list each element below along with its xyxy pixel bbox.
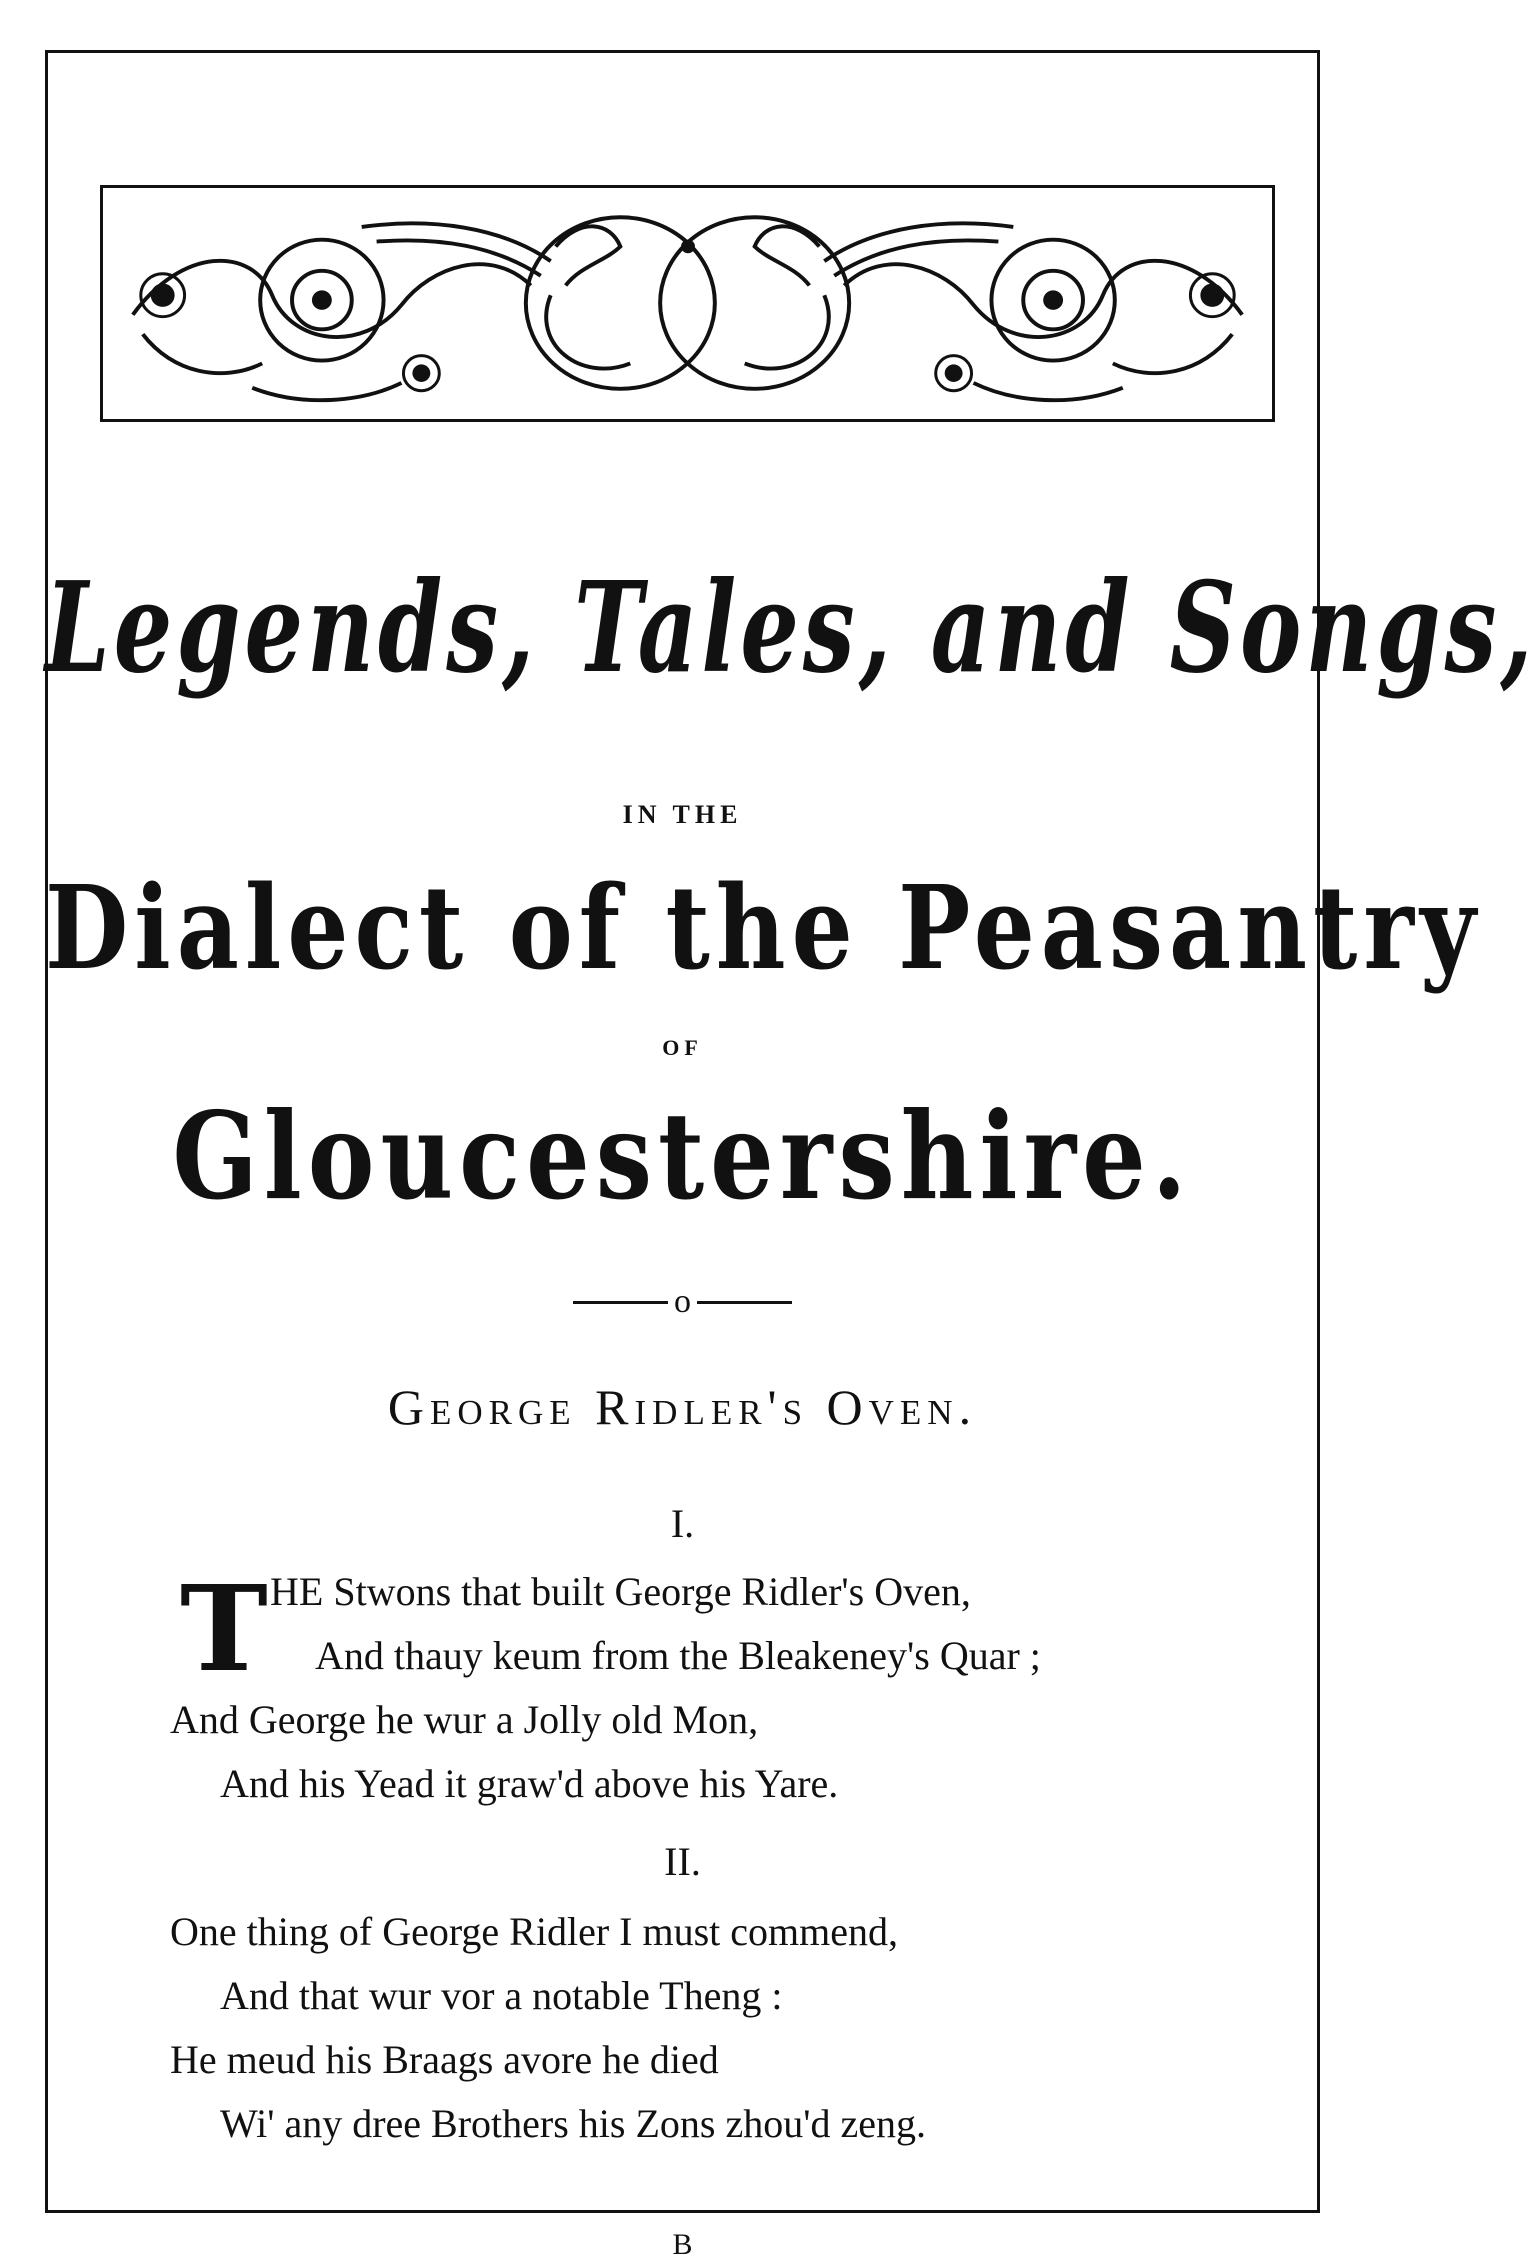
- stanza-numeral: I.: [670, 1501, 695, 1546]
- divider-rule-right: [697, 1301, 792, 1304]
- drop-cap: T: [180, 1559, 268, 1698]
- stanza-numeral: II.: [664, 1839, 701, 1884]
- divider-rule-left: [573, 1301, 668, 1304]
- stanza-2: [170, 1900, 1290, 2156]
- stanza-1: [170, 1560, 1290, 1816]
- divider-mark: o: [674, 1283, 691, 1320]
- verse-line: HE Stwons that built George Ridler's Oven,: [270, 1569, 971, 1614]
- signature-mark: B: [672, 2228, 693, 2261]
- title-line-dialect: Dialect of the Peasantry: [45, 860, 1482, 996]
- title-connector-of: OF: [662, 1035, 703, 1060]
- title-line-legends: Legends, Tales, and Songs,: [45, 555, 1536, 701]
- section-divider: [45, 1283, 1320, 1321]
- verse-line: He meud his Braags avore he died: [170, 2037, 719, 2082]
- song-title: George Ridler's Oven.: [387, 1379, 978, 1435]
- decorative-header-ornament: [100, 185, 1275, 422]
- verse-line: And his Yead it graw'd above his Yare.: [220, 1761, 839, 1806]
- verse-line: One thing of George Ridler I must commend,: [170, 1909, 899, 1954]
- verse-line: Wi' any dree Brothers his Zons zhou'd zeng.: [220, 2101, 926, 2146]
- verse-line: And George he wur a Jolly old Mon,: [170, 1697, 759, 1742]
- verse-line: And thauy keum from the Bleakeney's Quar ;: [315, 1633, 1041, 1678]
- title-line-gloucestershire: Gloucestershire.: [172, 1085, 1193, 1227]
- title-connector-in-the: IN THE: [622, 800, 743, 829]
- verse-line: And that wur vor a notable Theng :: [220, 1973, 783, 2018]
- dragon-scroll-ornament-icon: [103, 188, 1272, 419]
